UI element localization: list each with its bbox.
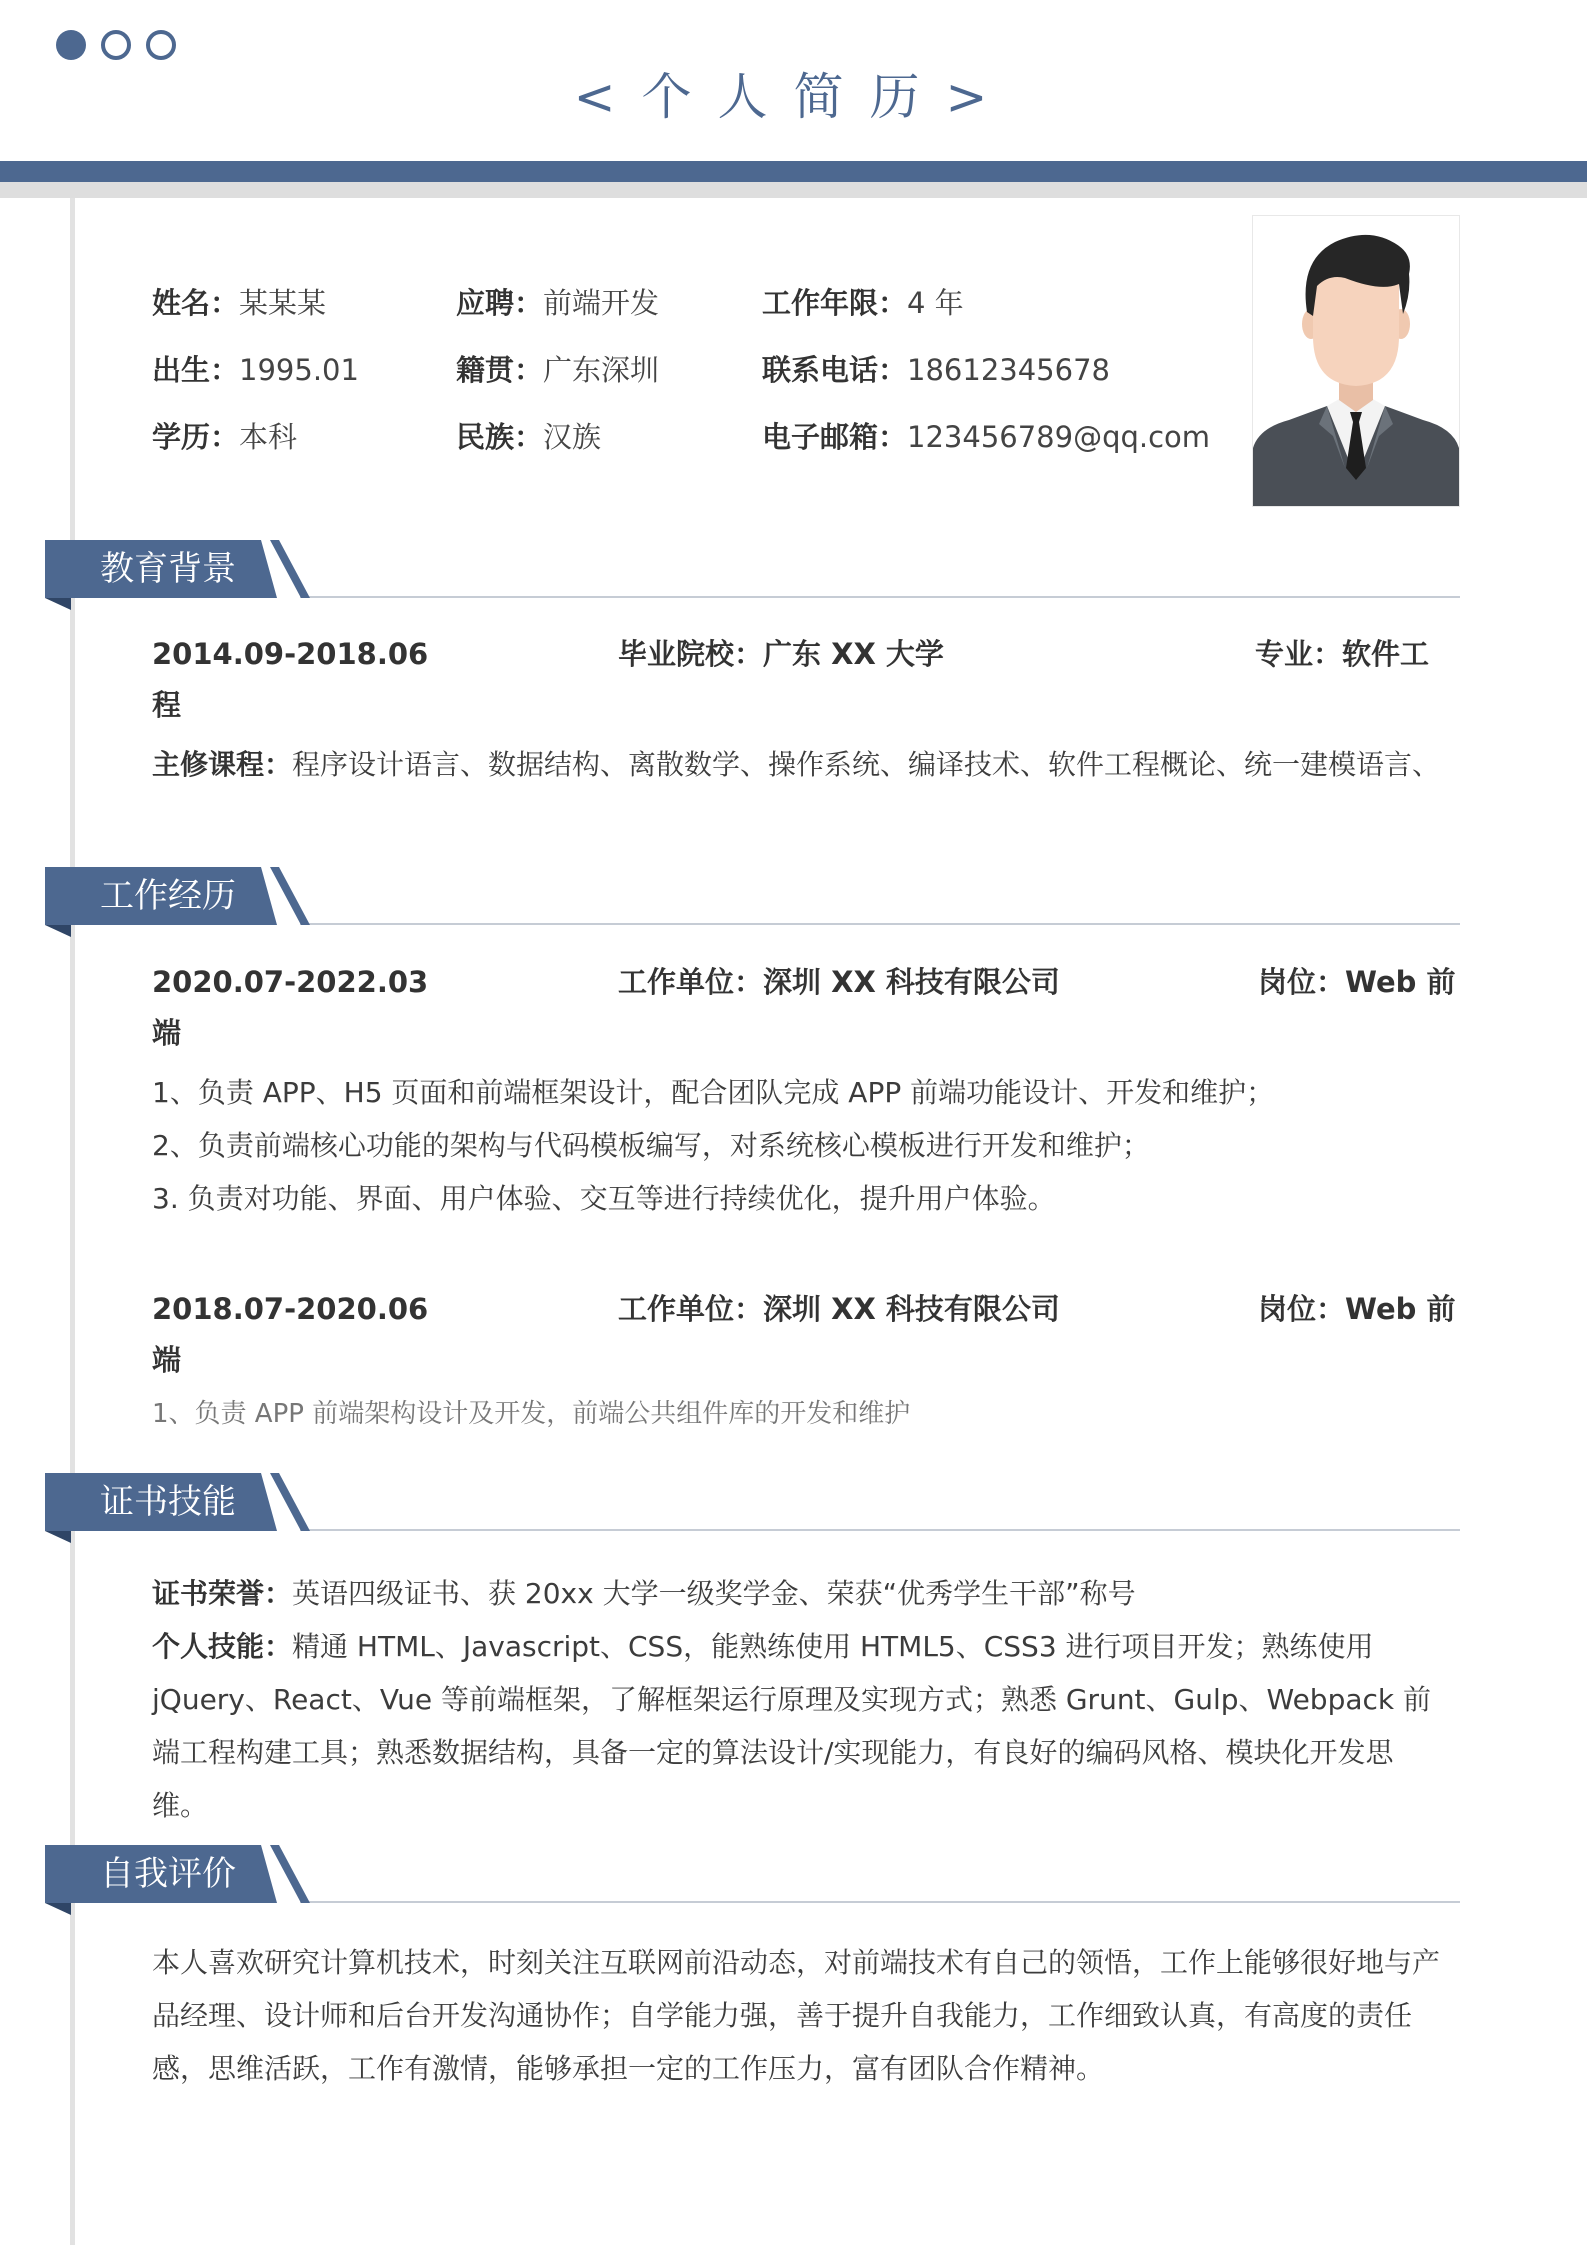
section-rule xyxy=(300,923,1460,925)
job-meta xyxy=(152,956,1456,1008)
field-value: 汉族 xyxy=(543,420,602,454)
section-title: 工作经历 xyxy=(100,876,236,916)
job-duty: 1、负责 APP、H5 页面和前端框架设计，配合团队完成 APP 前端功能设计、开发和维护； xyxy=(152,1076,1275,1109)
job-entry xyxy=(152,956,1456,1225)
section-rule xyxy=(300,1529,1460,1531)
job-role: 岗位：Web 前 xyxy=(1258,1292,1456,1326)
section-heading-work xyxy=(45,867,1460,937)
education-major-cont: 程 xyxy=(152,688,182,722)
job-company: 工作单位：深圳 XX 科技有限公司 xyxy=(618,1292,1060,1326)
avatar xyxy=(1252,215,1460,507)
skill-paragraph xyxy=(152,1620,1440,1832)
education-school: 毕业院校：广东 XX 大学 xyxy=(618,637,944,671)
header-band xyxy=(0,161,1587,182)
field-value: 前端开发 xyxy=(543,286,660,320)
field-value: 18612345678 xyxy=(907,353,1110,387)
field-value: 123456789@qq.com xyxy=(907,420,1211,454)
section-stripe xyxy=(270,1845,310,1903)
field-value: 1995.01 xyxy=(239,353,359,387)
header-band-shadow xyxy=(0,182,1587,198)
job-role: 岗位：Web 前 xyxy=(1258,965,1456,999)
field-label: 民族： xyxy=(456,420,544,454)
section-heading-skills xyxy=(45,1473,1460,1543)
job-role-cont: 端 xyxy=(152,1343,182,1377)
courses-label: 主修课程： xyxy=(152,748,293,781)
job-role-cont: 端 xyxy=(152,1016,182,1050)
self-eval-text: 本人喜欢研究计算机技术，时刻关注互联网前沿动态，对前端技术有自己的领悟，工作上能够很好地与产品经理、设计师和后台开发沟通协作；自学能力强，善于提升自我能力，工作细致认真，有高度的责任感，思维活跃，工作有激情，能够承担一定的工作压力，富有团队合作精神。 xyxy=(152,1946,1441,2085)
job-entry xyxy=(152,1283,1456,1429)
skills-block xyxy=(152,1567,1440,1832)
section-stripe xyxy=(270,540,310,598)
field-label: 联系电话： xyxy=(762,353,908,387)
section-heading-self-eval xyxy=(45,1845,1460,1915)
field-label: 工作年限： xyxy=(762,286,908,320)
job-duty-cut: 1、负责 APP 前端架构设计及开发，前端公共组件库的开发和维护 xyxy=(152,1399,911,1429)
job-company: 工作单位：深圳 XX 科技有限公司 xyxy=(618,965,1060,999)
education-major: 专业：软件工 xyxy=(1255,637,1430,671)
job-period: 2018.07-2020.06 xyxy=(152,1292,429,1326)
skill-text: 精通 HTML、Javascript、CSS，能熟练使用 HTML5、CSS3 进行项目开发；熟练使用 jQuery、React、Vue 等前端框架，了解框架运行原理及实现方式；熟悉 Grunt、Gulp、Webpack 前端工程构建工具；熟悉数据结构，具备一定的算法设计/实现能力，有良好的编码风格、模块化开发思维。 xyxy=(152,1630,1432,1822)
job-meta xyxy=(152,1283,1456,1335)
field-label: 电子邮箱： xyxy=(762,420,908,454)
education-meta xyxy=(152,628,1440,680)
avatar-icon xyxy=(1253,216,1459,506)
field-value: 某某某 xyxy=(239,286,327,320)
hollow-dot-icon xyxy=(146,30,176,60)
document-title: <个人简历> xyxy=(573,68,1014,126)
field-label: 籍贯： xyxy=(456,353,544,387)
ribbon-fold xyxy=(45,598,71,610)
section-stripe xyxy=(270,1473,310,1531)
courses-text: 程序设计语言、数据结构、离散数学、操作系统、编译技术、软件工程概论、统一建模语言、 xyxy=(292,748,1441,781)
ribbon-fold xyxy=(45,1903,71,1915)
section-title: 自我评价 xyxy=(100,1854,236,1894)
section-rule xyxy=(300,1901,1460,1903)
field-label: 学历： xyxy=(152,420,240,454)
education-block xyxy=(152,628,1440,791)
hollow-dot-icon xyxy=(101,30,131,60)
job-duty: 3. 负责对功能、界面、用户体验、交互等进行持续优化，提升用户体验。 xyxy=(152,1182,1056,1215)
cert-line xyxy=(152,1567,1440,1620)
window-dots xyxy=(56,30,176,60)
ribbon-fold xyxy=(45,1531,71,1543)
skill-label: 个人技能： xyxy=(152,1630,293,1663)
ribbon-fold xyxy=(45,925,71,937)
timeline-rail xyxy=(70,198,75,2245)
job-duty: 2、负责前端核心功能的架构与代码模板编写，对系统核心模板进行开发和维护； xyxy=(152,1129,1150,1162)
field-value: 广东深圳 xyxy=(543,353,660,387)
section-title: 教育背景 xyxy=(100,549,236,589)
education-period: 2014.09-2018.06 xyxy=(152,637,429,671)
cert-label: 证书荣誉： xyxy=(152,1577,293,1610)
job-period: 2020.07-2022.03 xyxy=(152,965,429,999)
self-eval-block xyxy=(152,1936,1440,2095)
education-courses xyxy=(152,738,1440,791)
field-value: 本科 xyxy=(239,420,298,454)
field-label: 应聘： xyxy=(456,286,544,320)
field-value: 4 年 xyxy=(907,286,964,320)
section-stripe xyxy=(270,867,310,925)
section-heading-education xyxy=(45,540,1460,610)
filled-dot-icon xyxy=(56,30,86,60)
section-title: 证书技能 xyxy=(100,1482,236,1522)
field-label: 姓名： xyxy=(152,286,240,320)
cert-text: 英语四级证书、获 20xx 大学一级奖学金、荣获“优秀学生干部”称号 xyxy=(292,1577,1136,1610)
field-label: 出生： xyxy=(152,353,240,387)
section-rule xyxy=(300,596,1460,598)
